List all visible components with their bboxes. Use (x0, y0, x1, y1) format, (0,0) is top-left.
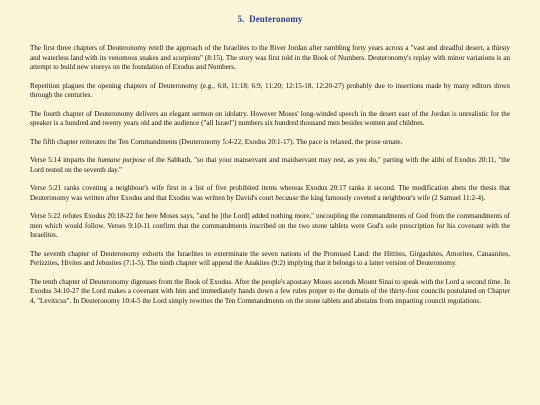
text-run: Verse 5:22 refutes Exodus 20:18-22 for here Moses says, "and he [the Lord] added nothing more," uncoupling the commandments of God from the commandments of men which would follow. Verses 9:10-11 confirm that the commandments inscribed on the two stone tablets were God's sole prescription for his covenant with the Israelites. (30, 212, 510, 240)
paragraph-7 (30, 212, 510, 241)
paragraph-5 (30, 156, 510, 175)
text-run: The seventh chapter of Deuteronomy exhorts the Israelites to exterminate the seven nations of the Promised Land: the Hittites, Girgashites, Amorites, Canaanites, Perizzites, Hivites and Jebusites (7:1-5). The ninth chapter will append the Anakites (9:2) implying that it belongs to a latter version of Deuteronomy. (30, 249, 510, 268)
paragraph-9 (30, 278, 510, 307)
emphasis-text: humane purpose (97, 156, 146, 164)
text-run: of the Sabbath, "so that your manservant and maidservant may rest, as you do," parting with the alibi of Exodus 20:11, "the Lord rested on the seventh day." (30, 156, 511, 174)
text-run: The fourth chapter of Deuteronomy delivers an elegant sermon on idolatry. However Moses' long-winded speech in the desert east of the Jordan is unrealistic for the speaker is a hundred and twenty years old and the audience ("all Israel") numbers six hundred thousand men besides women and children. (30, 109, 510, 128)
body-text (30, 44, 510, 307)
text-run: Verse 5:14 imparts the (30, 156, 98, 164)
page-title: 5. Deuteronomy (237, 14, 303, 24)
text-run: Repetition plagues the opening chapters of Deuteronomy (e.g., 6:8, 11:18; 6:9, 11:20; 12:15-18, 12:20-27) probably due to insertions made by many editors down through the centuries. (30, 81, 510, 100)
paragraph-2 (30, 82, 510, 101)
text-run: Verse 5:21 ranks coveting a neighbour's wife first in a list of five prohibited items whereas Exodus 20:17 ranks it second. The modification abets the thesis that Deuteronomy was written after Exodus and that Exodus was written by David's court (30, 184, 510, 202)
text-run: The first three chapters of Deuteronomy retell the approach of the Israelites to the River Jordan after rambling forty years across a "vast and dreadful desert, a thirsty and waterless land with its venomous snakes and scorpions" (8:15). The story was first told in the Book of Numbers. Deuteronomy's replay with minor variations is an attempt to build new storeys on the foundation of Exodus and Numbers. (30, 44, 510, 72)
paragraph-1 (30, 44, 510, 73)
paragraph-3 (30, 110, 510, 129)
text-run: the king famously coveted a neighbour's wife (2 Samuel 11:2-4). (298, 193, 486, 202)
emphasis-text: because (275, 193, 299, 202)
paragraph-6 (30, 184, 510, 203)
paragraph-8 (30, 250, 510, 269)
text-run: The fifth chapter reiterates the Ten Commandments (Deuteronomy 5:4-22, Exodus 20:1-17). The pace is relaxed, the prose ornate. (30, 137, 403, 146)
paragraph-4 (30, 138, 510, 148)
text-run: The tenth chapter of Deuteronomy digresses from the Book of Exodus. After the people's apostasy Moses ascends Mount Sinai to speak with the Lord a second time. In Exodus 34:10-27 the Lord makes a covenant with him and immediately hands down a few rules proper to the domain of the thirty-four councils postulated on Chapter 4, "Leviticus". In Deuteronomy 10:4-5 the Lord simply rewrites the Ten Commandments on the stone tablets and abstains from imparting council regulations. (30, 277, 510, 306)
